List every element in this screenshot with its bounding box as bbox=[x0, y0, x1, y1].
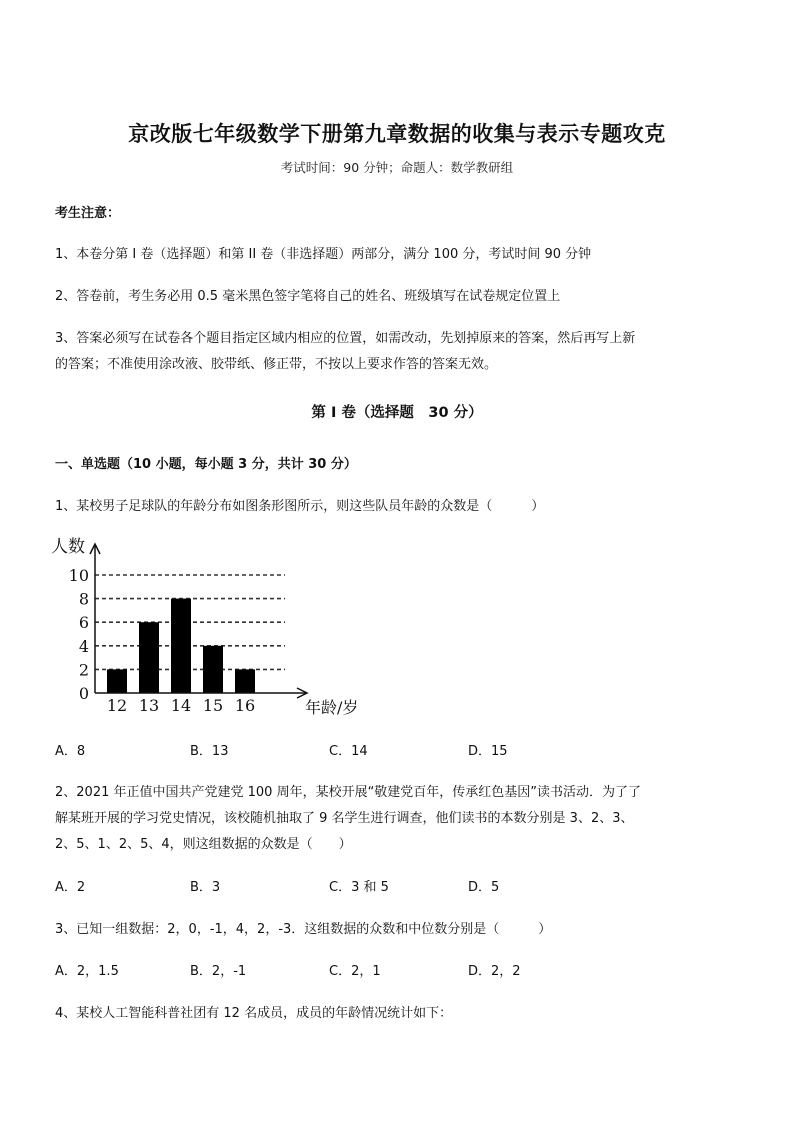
y-axis-label: 人数 bbox=[51, 537, 85, 557]
question-3-text: 3、已知一组数据：2，0，-1，4，2，-3．这组数据的众数和中位数分别是（ ） bbox=[55, 922, 552, 937]
exam-info: 考试时间：90 分钟；命题人：数学教研组 bbox=[280, 160, 514, 175]
section-title: 第 I 卷（选择题 30 分） bbox=[311, 405, 483, 421]
y-tick-label: 6 bbox=[78, 613, 89, 633]
bar bbox=[139, 622, 159, 693]
bar bbox=[235, 669, 255, 693]
question-1-text: 1、某校男子足球队的年龄分布如图条形图所示，则这些队员年龄的众数是（ ） bbox=[55, 499, 545, 514]
bar bbox=[171, 599, 191, 693]
x-tick-label: 13 bbox=[138, 696, 160, 715]
x-tick-label: 16 bbox=[234, 696, 256, 715]
x-tick-label: 14 bbox=[170, 696, 192, 715]
notice-item-1: 1、本卷分第 I 卷（选择题）和第 II 卷（非选择题）两部分，满分 100 分，考试时间 90 分钟 bbox=[55, 247, 592, 262]
y-tick-label: 0 bbox=[78, 684, 89, 703]
y-tick-label: 10 bbox=[68, 566, 89, 585]
x-tick-label: 12 bbox=[106, 696, 128, 715]
q3-option-b: B．2，-1 bbox=[190, 964, 247, 979]
x-tick-label: 15 bbox=[202, 696, 224, 715]
q1-option-b: B．13 bbox=[190, 744, 229, 759]
x-axis-label: 年龄/岁 bbox=[305, 698, 359, 717]
y-tick-label: 8 bbox=[78, 589, 89, 609]
notice-item-2: 2、答卷前，考生务必用 0.5 毫米黑色签字笔将自己的姓名、班级填写在试卷规定位置上 bbox=[55, 289, 561, 304]
question-2-line-2: 解某班开展的学习党史情况，该校随机抽取了 9 名学生进行调查，他们读书的本数分别是 3、2、3、 bbox=[55, 811, 634, 826]
bar bbox=[107, 669, 127, 693]
q2-option-d: D．5 bbox=[468, 880, 500, 895]
part-title: 一、单选题（10 小题，每小题 3 分，共计 30 分） bbox=[55, 457, 357, 472]
q3-option-c: C．2，1 bbox=[329, 964, 381, 979]
q2-option-a: A．2 bbox=[55, 880, 86, 895]
y-tick-label: 4 bbox=[78, 636, 89, 656]
q2-option-b: B．3 bbox=[190, 880, 221, 895]
page-title: 京改版七年级数学下册第九章数据的收集与表示专题攻克 bbox=[128, 121, 666, 146]
notice-item-3-cont: 的答案；不准使用涂改液、胶带纸、修正带，不按以上要求作答的答案无效。 bbox=[55, 357, 498, 372]
age-bar-chart bbox=[45, 530, 385, 725]
question-2-line-1: 2、2021 年正值中国共产党建党 100 周年，某校开展“敬建党百年，传承红色基因”读书活动．为了了 bbox=[55, 785, 642, 800]
q3-option-d: D．2，2 bbox=[468, 964, 521, 979]
notice-item-3: 3、答案必须写在试卷各个题目指定区域内相应的位置，如需改动，先划掉原来的答案，然后再写上新 bbox=[55, 331, 636, 346]
q2-option-c: C．3 和 5 bbox=[329, 880, 389, 895]
q1-option-a: A．8 bbox=[55, 744, 86, 759]
notice-heading: 考生注意： bbox=[55, 206, 121, 221]
q1-option-d: D．15 bbox=[468, 744, 508, 759]
y-tick-label: 2 bbox=[78, 660, 89, 680]
bar bbox=[203, 646, 223, 693]
q1-option-c: C．14 bbox=[329, 744, 368, 759]
question-2-line-3: 2、5、1、2、5、4，则这组数据的众数是（ ） bbox=[55, 837, 352, 852]
q3-option-a: A．2，1.5 bbox=[55, 964, 119, 979]
question-4-text: 4、某校人工智能科普社团有 12 名成员，成员的年龄情况统计如下： bbox=[55, 1006, 453, 1021]
